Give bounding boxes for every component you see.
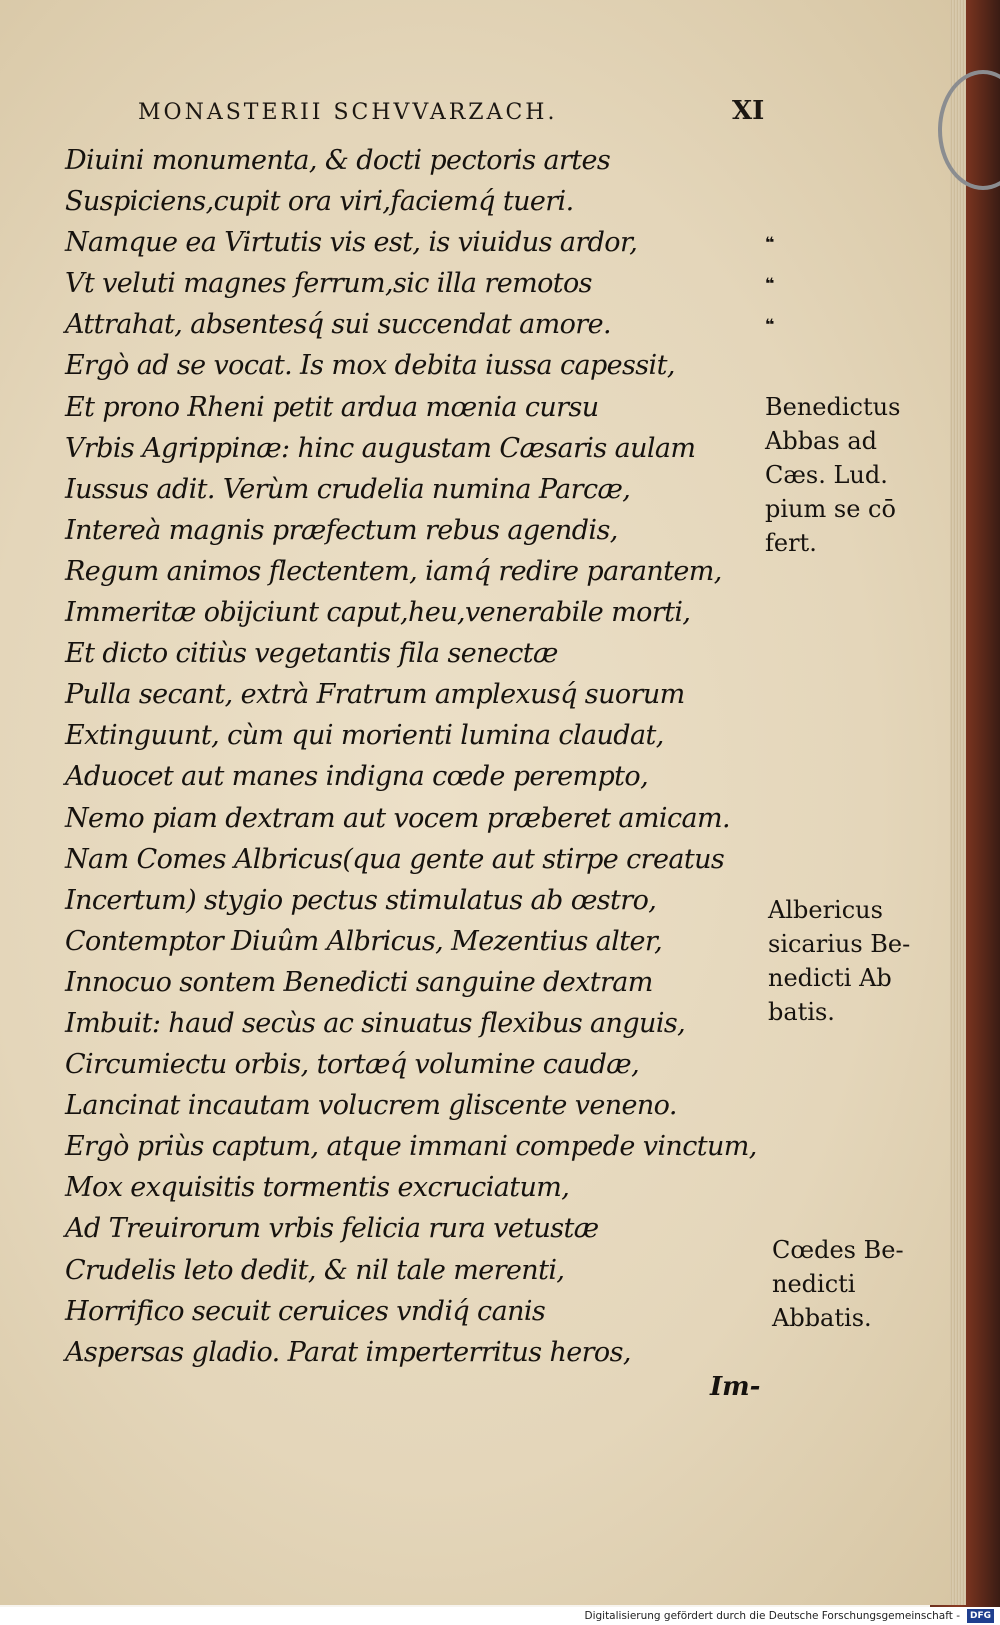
verse-text	[65, 140, 757, 1373]
verse-line: Diuini monumenta, & docti pectoris artes	[65, 145, 611, 176]
verse-line: Imbuit: haud secùs ac sinuatus flexibus anguis,	[65, 1007, 686, 1039]
marginal-note-line: sicarius Be-	[768, 930, 911, 958]
catchword: Im-	[710, 1372, 761, 1402]
verse-line: Aspersas gladio. Parat imperterritus heros,	[65, 1336, 631, 1368]
marginal-note-line: Benedictus	[765, 393, 901, 421]
marginal-note-line: pium se cō	[765, 495, 896, 523]
page-edges	[950, 0, 966, 1605]
marginal-note-line: Cœdes Be-	[772, 1236, 904, 1264]
marginal-note-line: fert.	[765, 529, 817, 557]
marginal-note-line: Albericus	[768, 896, 883, 924]
verse-line: Extinguunt, cùm qui morienti lumina claudat,	[65, 720, 664, 752]
verse-line: Suspiciens,cupit ora viri,faciemq́ tueri.	[65, 186, 574, 218]
folio-number: XI	[732, 96, 765, 126]
verse-line: Intereà magnis præfectum rebus agendis,	[65, 514, 618, 546]
verse-line: Mox exquisitis tormentis excruciatum,	[65, 1172, 570, 1204]
quote-mark: ❝	[765, 274, 775, 293]
verse-line: Pulla secant, extrà Fratrum amplexusq́ suorum	[65, 679, 685, 711]
quote-mark: ❝	[765, 233, 775, 252]
marginal-note-line: Cæs. Lud.	[765, 461, 888, 489]
digitization-footer	[0, 1607, 1000, 1625]
verse-line: Circumiectu orbis, tortæq́ volumine caudæ,	[65, 1049, 640, 1081]
verse-line: Et prono Rheni petit ardua mœnia cursu	[65, 391, 599, 423]
quotation-marks	[765, 222, 774, 345]
verse-line: Aduocet aut manes indigna cœde perempto,	[65, 761, 649, 793]
quote-mark: ❝	[765, 315, 775, 334]
verse-line: Vrbis Agrippinæ: hinc augustam Cæsaris aulam	[65, 432, 696, 464]
running-head: MONASTERII SCHVVARZACH.	[138, 100, 558, 125]
verse-line: Incertum) stygio pectus stimulatus ab œstro,	[65, 884, 657, 916]
verse-line: Innocuo sontem Benedicti sanguine dextram	[65, 966, 653, 998]
verse-line: Attrahat, absentesq́ sui succendat amore.	[65, 309, 611, 341]
marginal-note-line: nedicti	[772, 1270, 856, 1298]
verse-line: Ergò ad se vocat. Is mox debita iussa capessit,	[65, 350, 675, 382]
verse-line: Et dicto citiùs vegetantis fila senectæ	[65, 638, 558, 670]
verse-line: Vt veluti magnes ferrum,sic illa remotos	[65, 268, 592, 300]
verse-line: Crudelis leto dedit, & nil tale merenti,	[65, 1254, 565, 1286]
marginal-note-line: batis.	[768, 998, 835, 1026]
verse-line: Lancinat incautam volucrem gliscente veneno.	[65, 1090, 677, 1122]
verse-line: Ad Treuirorum vrbis felicia rura vetustæ	[65, 1213, 599, 1245]
verse-line: Ergò priùs captum, atque immani compede vinctum,	[65, 1131, 757, 1163]
marginal-note-coedes	[772, 1233, 904, 1335]
marginal-note-line: Abbatis.	[772, 1304, 872, 1332]
verse-line: Namque ea Virtutis vis est, is viuidus ardor,	[65, 227, 638, 259]
marginal-note-line: Abbas ad	[765, 427, 877, 455]
verse-line: Iussus adit. Verùm crudelia numina Parcæ,	[65, 473, 631, 505]
verse-line: Horrifico secuit ceruices vndiq́ canis	[65, 1295, 546, 1327]
verse-line: Immeritæ obijciunt caput,heu,venerabile morti,	[65, 597, 691, 629]
verse-line: Nemo piam dextram aut vocem præberet amicam.	[65, 802, 730, 834]
marginal-note-line: nedicti Ab	[768, 964, 892, 992]
dfg-logo-icon: DFG	[967, 1609, 994, 1623]
verse-line: Nam Comes Albricus(qua gente aut stirpe creatus	[65, 843, 725, 875]
verse-line: Contemptor Diuûm Albricus, Mezentius alter,	[65, 925, 663, 957]
marginal-note-albericus	[768, 893, 910, 1029]
verse-line: Regum animos flectentem, iamq́ redire parantem,	[65, 555, 722, 587]
marginal-note-benedictus	[765, 390, 900, 560]
footer-credit: Digitalisierung gefördert durch die Deutsche Forschungsgemeinschaft -	[584, 1610, 960, 1622]
